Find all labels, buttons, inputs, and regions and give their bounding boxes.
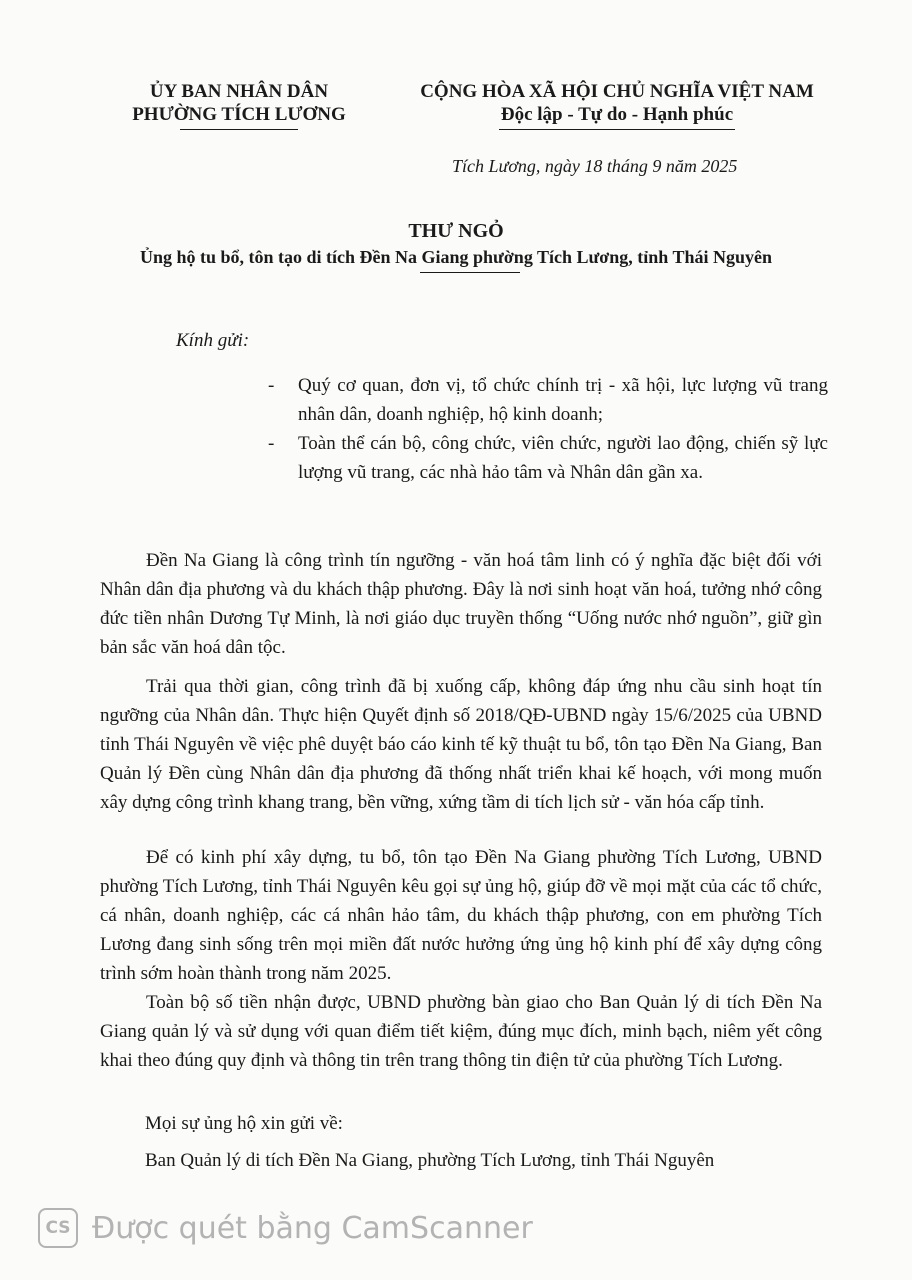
- greeting: Kính gửi:: [176, 330, 250, 351]
- body-paragraph: Đền Na Giang là công trình tín ngưỡng - văn hoá tâm linh có ý nghĩa đặc biệt đối với Nhân dân địa phương và du khách thập phương. Đây là nơi sinh hoạt văn hoá, tưởng nhớ công đức tiền nhân Dương Tự Minh, là nơi giáo dục truyền thống “Uống nước nhớ nguồn”, giữ gìn bản sắc văn hoá dân tộc.: [100, 550, 822, 658]
- document-subtitle: [0, 247, 912, 268]
- subtitle-underline: [420, 272, 520, 273]
- recipient-text: Quý cơ quan, đơn vị, tổ chức chính trị - xã hội, lực lượng vũ trang nhân dân, doanh nghiệp, hộ kinh doanh;: [298, 375, 828, 425]
- camscanner-watermark: [38, 1208, 533, 1248]
- recipient-item: [268, 371, 828, 429]
- body-paragraph: Toàn bộ số tiền nhận được, UBND phường bàn giao cho Ban Quản lý di tích Đền Na Giang quản lý và sử dụng với quan điểm tiết kiệm, đúng mục đích, minh bạch, niêm yết công khai theo đúng quy định và thông tin trên trang thông tin điện tử của phường Tích Lương.: [100, 992, 822, 1071]
- document-title: THƯ NGỎ: [408, 220, 504, 242]
- closing-address: Ban Quản lý di tích Đền Na Giang, phường Tích Lương, tỉnh Thái Nguyên: [145, 1150, 715, 1171]
- recipient-dash: -: [268, 433, 275, 454]
- closing-line: Mọi sự ủng hộ xin gửi về:: [145, 1113, 343, 1134]
- subtitle-text: Ủng hộ tu bổ, tôn tạo di tích Đền Na Giang phường Tích Lương, tỉnh Thái Nguyên: [139, 247, 773, 267]
- camscanner-logo-icon: CS: [38, 1208, 78, 1248]
- national-motto-block: [392, 80, 842, 130]
- body-paragraph: Trải qua thời gian, công trình đã bị xuống cấp, không đáp ứng nhu cầu sinh hoạt tín ngưỡng của Nhân dân. Thực hiện Quyết định số 2018/QĐ-UBND ngày 15/6/2025 của UBND tỉnh Thái Nguyên về việc phê duyệt báo cáo kinh tế kỹ thuật tu bổ, tôn tạo Đền Na Giang, Ban Quản lý Đền cùng Nhân dân địa phương đã thống nhất triển khai kế hoạch, với mong muốn xây dựng công trình khang trang, bền vững, xứng tầm di tích lịch sử - văn hóa cấp tỉnh.: [100, 676, 822, 813]
- watermark-text: Được quét bằng CamScanner: [92, 1210, 533, 1246]
- issuer-underline: [180, 129, 298, 130]
- country-name: CỘNG HÒA XÃ HỘI CHỦ NGHĨA VIỆT NAM: [420, 81, 814, 102]
- document-date: Tích Lương, ngày 18 tháng 9 năm 2025: [452, 156, 738, 176]
- recipient-dash: -: [268, 375, 275, 396]
- motto: Độc lập - Tự do - Hạnh phúc: [500, 104, 734, 125]
- recipient-item: [268, 429, 828, 487]
- issuer-line-2: PHƯỜNG TÍCH LƯƠNG: [132, 104, 346, 125]
- motto-underline: [499, 129, 735, 130]
- body-paragraph: Để có kinh phí xây dựng, tu bổ, tôn tạo Đền Na Giang phường Tích Lương, UBND phường Tích Lương, tỉnh Thái Nguyên kêu gọi sự ủng hộ, giúp đỡ về mọi mặt của các tổ chức, cá nhân, doanh nghiệp, các cá nhân hảo tâm, du khách thập phương, con em phường Tích Lương đang sinh sống trên mọi miền đất nước hưởng ứng ủng hộ kinh phí để xây dựng công trình sớm hoàn thành trong năm 2025.: [100, 847, 822, 984]
- issuer-line-1: ỦY BAN NHÂN DÂN: [149, 81, 329, 102]
- recipient-text: Toàn thể cán bộ, công chức, viên chức, người lao động, chiến sỹ lực lượng vũ trang, các nhà hảo tâm và Nhân dân gần xa.: [298, 433, 828, 483]
- issuer-block: [108, 80, 370, 130]
